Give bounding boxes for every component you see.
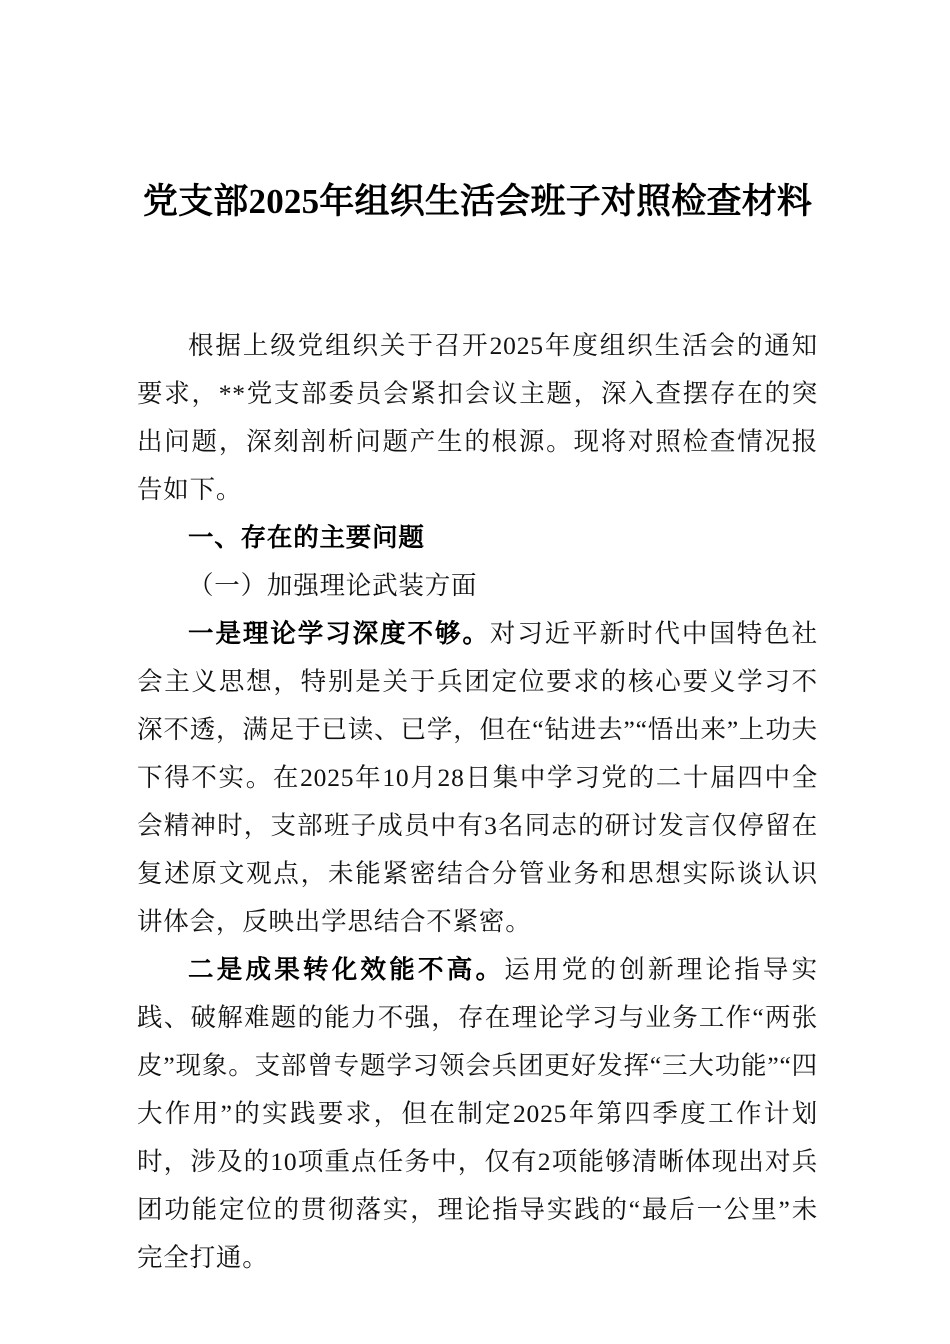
subsection-heading-1: （一）加强理论武装方面: [188, 571, 478, 600]
page-title: 党支部2025年组织生活会班子对照检查材料: [142, 182, 813, 222]
point-1-paragraph: [137, 610, 818, 946]
point-2-body: 运用党的创新理论指导实践、破解难题的能力不强，存在理论学习与业务工作“两张皮”现象。支部曾专题学习领会兵团更好发挥“三大功能”“四大作用”的实践要求，但在制定2025年第四季度工作计划时，涉及的10项重点任务中，仅有2项能够清晰体现出对兵团功能定位的贯彻落实，理论指导实践的“最后一公里”未完全打通。: [137, 955, 818, 1272]
point-1-body: 对习近平新时代中国特色社会主义思想，特别是关于兵团定位要求的核心要义学习不深不透，满足于已读、已学，但在“钻进去”“悟出来”上功夫下得不实。在2025年10月28日集中学习党的二十届四中全会精神时，支部班子成员中有3名同志的研讨发言仅停留在复述原文观点，未能紧密结合分管业务和思想实际谈认识讲体会，反映出学思结合不紧密。: [137, 619, 818, 936]
point-1-lead: 一是理论学习深度不够。: [188, 619, 490, 648]
section-heading-1: 一、存在的主要问题: [188, 524, 425, 552]
point-2-lead: 二是成果转化效能不高。: [188, 955, 505, 984]
document-body: [137, 322, 818, 1282]
point-2-paragraph: [137, 946, 818, 1282]
intro-paragraph: 根据上级党组织关于召开2025年度组织生活会的通知要求，**党支部委员会紧扣会议主题，深入查摆存在的突出问题，深刻剖析问题产生的根源。现将对照检查情况报告如下。: [137, 331, 818, 504]
